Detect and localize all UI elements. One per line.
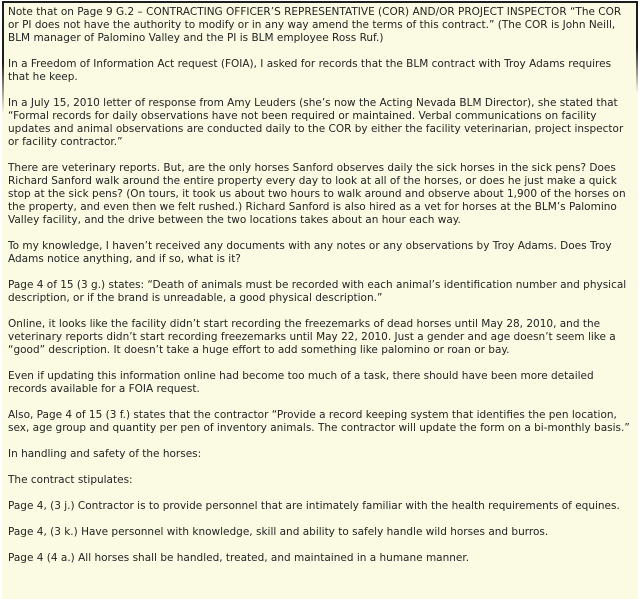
paragraph: Even if updating this information online had become too much of a task, there should have been more detailed records available for a FOIA request.	[8, 370, 594, 395]
paragraph: Note that on Page 9 G.2 – CONTRACTING OFFICER’S REPRESENTATIVE (COR) AND/OR PROJECT INSPECTOR “The COR or PI does not have the authority to modify or in any way amend the terms of this contract.” (The COR is John Neill, BLM manager of Palomino Valley and the PI is BLM employee Ross Ruf.)	[8, 6, 622, 44]
paragraph: In handling and safety of the horses:	[8, 448, 202, 460]
paragraph: Page 4, (3 k.) Have personnel with knowledge, skill and ability to safely handle wild horses and burros.	[8, 526, 549, 538]
paragraph: To my knowledge, I haven’t received any documents with any notes or any observations by Troy Adams. Does Troy Adams notice anything, and if so, what is it?	[8, 240, 612, 265]
paragraph: In a July 15, 2010 letter of response from Amy Leuders (she’s now the Acting Nevada BLM Director), she stated that “Formal records for daily observations have not been required or maintained. Verbal communications on facility updates and animal observations are conducted daily to the COR by either the facility veterinarian, project inspector or facility contractor.”	[8, 97, 624, 148]
paragraph: Online, it looks like the facility didn’t start recording the freezemarks of dead horses until May 28, 2010, and the veterinary reports didn’t start recording freezemarks until May 22, 2010. Just a gender and age doesn’t seem like a “good” description. It doesn’t take a huge effort to add something like palomino or roan or bay.	[8, 318, 616, 356]
paragraph: The contract stipulates:	[8, 474, 133, 486]
paragraph: There are veterinary reports. But, are the only horses Sanford observes daily the sick horses in the sick pens? Does Richard Sanford walk around the entire property every day to look at all of the horses, or does he just make a quick stop at the sick pens? (On tours, it took us about two hours to walk around and observe about 1,900 of the horses on the property, and even then we felt rushed.) Richard Sanford is also hired as a vet for horses at the BLM’s Palomino Valley facility, and the drive between the two locations takes about an hour each way.	[8, 162, 626, 226]
paragraph: Page 4 (4 a.) All horses shall be handled, treated, and maintained in a humane manner.	[8, 552, 470, 564]
paragraph: Page 4, (3 j.) Contractor is to provide personnel that are intimately familiar with the health requirements of equines.	[8, 500, 620, 512]
frame-right-border	[636, 1, 638, 93]
paragraph: In a Freedom of Information Act request (FOIA), I asked for records that the BLM contract with Troy Adams requires that he keep.	[8, 58, 612, 83]
document-body	[4, 3, 636, 599]
paragraph: Page 4 of 15 (3 g.) states: “Death of animals must be recorded with each animal’s identification number and physical description, or if the brand is unreadable, a good physical description.”	[8, 279, 627, 304]
paragraph: Also, Page 4 of 15 (3 f.) states that the contractor “Provide a record keeping system that identifies the pen location, sex, age group and quantity per pen of inventory animals. The contractor will update the form on a bi-monthly basis.”	[8, 409, 630, 434]
